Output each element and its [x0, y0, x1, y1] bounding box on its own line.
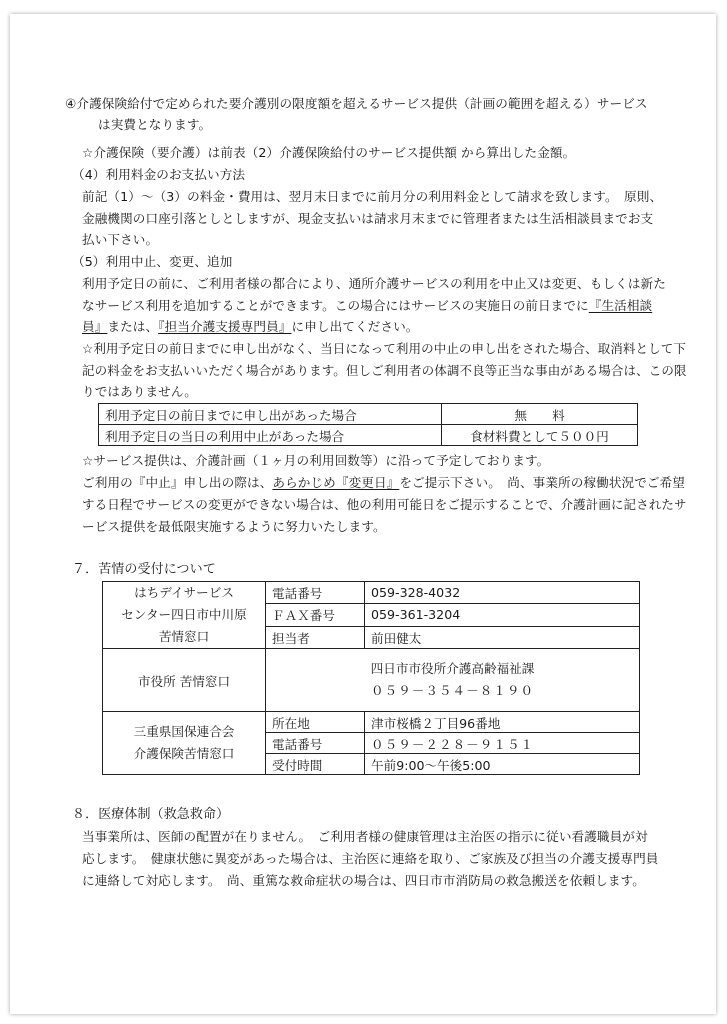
org1-name-line3: 苦情窓口	[158, 629, 210, 644]
org1-name-line1: はちデイサービス	[134, 585, 234, 600]
table-row	[99, 425, 638, 446]
org1-value: 059-328-4032	[365, 582, 640, 604]
medical-line1: 当事業所は、医師の配置が在りません。 ご利用者様の健康管理は主治医の指示に従い看護職員が対	[82, 829, 648, 844]
medical-heading: ８．医療体制（救急救命）	[72, 807, 230, 822]
fee-amount: 無 料	[442, 404, 638, 425]
org2-phone: ０５９－３５４－８１９０	[370, 683, 535, 698]
table-row	[103, 582, 640, 604]
after-line1: ☆サービス提供は、介護計画（１ヶ月の利用回数等）に沿って予定しております。	[82, 453, 550, 468]
org3-label: 受付時間	[266, 754, 365, 775]
para1-note: ☆介護保険（要介護）は前表（2）介護保険給付のサービス提供額 から算出した金額。	[82, 145, 576, 160]
payment-line2: 金融機関の口座引落としとしますが、現金支払いは請求月末までに管理者または生活相談員までお支	[82, 211, 654, 226]
org2-name: 市役所 苦情窓口	[103, 649, 266, 712]
change-line2-text: なサービス利用を追加することができます。この場合にはサービスの実施日の前日までに	[82, 298, 589, 313]
para1-line1: ④介護保険給付で定められた要介護別の限度額を超えるサービス提供（計画の範囲を超える）サービス	[65, 96, 648, 111]
org2-value	[266, 649, 640, 712]
cancellation-fee-table	[98, 403, 638, 446]
change-line1: 利用予定日の前に、ご利用者様の都合により、通所介護サービスの利用を中止又は変更、もしくは新た	[82, 276, 666, 291]
org3-label: 電話番号	[266, 733, 365, 754]
fee-amount: 食材料費として５００円	[442, 425, 638, 446]
table-row	[103, 649, 640, 712]
counselor-underline: 『生活相談	[588, 298, 653, 313]
change-line3-tail: に申し出てください。	[291, 319, 419, 334]
change-line3-text: または、	[107, 319, 159, 334]
org3-label: 所在地	[266, 712, 365, 733]
after-line2-tail: をご提示下さい。 尚、事業所の稼働状況でご希望	[399, 475, 685, 490]
change-line2	[82, 298, 652, 314]
after-line3: する日程でサービスの変更ができない場合は、他の利用可能日をご提示することで、介護計画に記されたサ	[82, 497, 687, 512]
complaints-table	[102, 581, 640, 775]
medical-line3: に連絡して対応します。 尚、重篤な救命症状の場合は、四日市市消防局の救急搬送を依頼します。	[82, 873, 645, 888]
org1-value: 前田健太	[365, 626, 640, 648]
change-date-underline: あらかじめ『変更日』	[272, 475, 400, 490]
org2-office: 四日市市役所介護高齢福祉課	[370, 661, 535, 676]
org1-label: ＦＡＸ番号	[266, 604, 365, 626]
fee-condition: 利用予定日の前日までに申し出があった場合	[99, 404, 442, 425]
org1-label: 電話番号	[266, 582, 365, 604]
counselor-underline-2: 員』	[82, 319, 108, 334]
medical-line2: 応します。 健康状態に異変があった場合は、主治医に連絡を取り、ご家族及び担当の介護支援専門員	[82, 851, 659, 866]
after-line2-text: ご利用の『中止』申し出の際は、	[82, 475, 273, 490]
org3-value: ０５９－２２８－９１５１	[365, 733, 640, 754]
table-row	[99, 404, 638, 425]
org1-name-line2: センター四日市中川原	[121, 607, 247, 622]
org3-name	[103, 712, 266, 775]
org3-name-line1: 三重県国保連合会	[133, 724, 235, 739]
document-page	[10, 14, 716, 1014]
table-row	[103, 712, 640, 733]
para1-line2: は実費となります。	[98, 117, 212, 132]
payment-line3: 払い下さい。	[82, 232, 159, 247]
after-line4: ービス提供を最低限実施するように努力いたします。	[82, 519, 386, 534]
fee-condition: 利用予定日の当日の利用中止があった場合	[99, 425, 442, 446]
change-note3: りではありません。	[82, 384, 197, 399]
payment-heading: （4）利用料金のお支払い方法	[72, 167, 246, 182]
org1-name	[103, 582, 266, 649]
care-manager-underline: 『担当介護支援専門員』	[158, 319, 292, 334]
org3-name-line2: 介護保険苦情窓口	[133, 746, 235, 761]
payment-line1: 前記（1）～（3）の料金・費用は、翌月末日までに前月分の利用料金として請求を致します。 原則、	[82, 189, 663, 204]
org1-label: 担当者	[266, 626, 365, 648]
change-note2: 記の料金をお支払いいただく場合があります。但しご利用者の体調不良等正当な事由がある場合は、この限	[82, 363, 687, 378]
org3-value: 津市桜橋２丁目96番地	[365, 712, 640, 733]
complaints-heading: ７．苦情の受付について	[72, 562, 216, 577]
change-note1: ☆利用予定日の前日までに申し出がなく、当日になって利用の中止の申し出をされた場合、取消料として下	[82, 341, 686, 356]
change-line3	[82, 319, 418, 335]
org3-value: 午前9:00～午後5:00	[365, 754, 640, 775]
change-heading: （5）利用中止、変更、追加	[72, 254, 233, 269]
org1-value: 059-361-3204	[365, 604, 640, 626]
after-line2	[82, 475, 685, 491]
